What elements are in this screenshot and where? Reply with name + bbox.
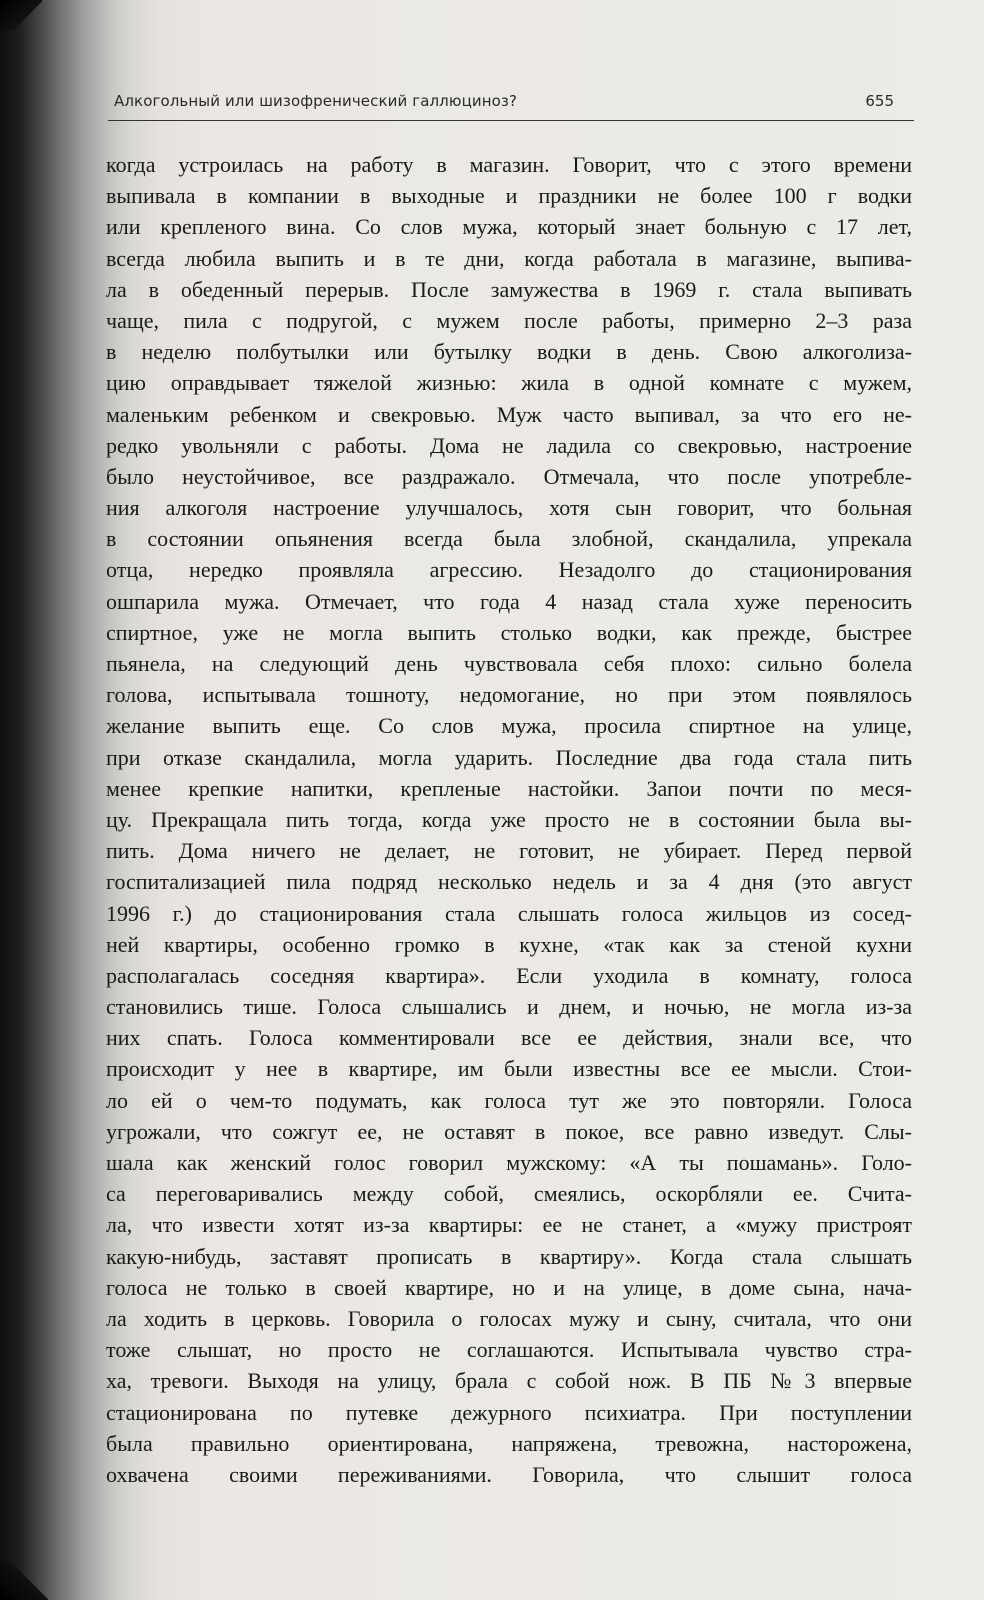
text-line: голова, испытывала тошноту, недомогание, но при этом появлялось [106, 682, 912, 708]
text-line: ла в обеденный перерыв. После замужества в 1969 г. стала выпивать [106, 276, 912, 302]
text-line: тоже слышат, но просто не соглашаются. Испытывала чувство стра- [106, 1337, 912, 1363]
body-text [106, 149, 912, 1490]
text-line: са переговаривались между собой, смеялись, оскорбляли ее. Счита- [106, 1181, 912, 1207]
text-line: спиртное, уже не могла выпить столько водки, как прежде, быстрее [106, 619, 912, 645]
page-number: 655 [865, 92, 894, 110]
text-line: ошпарила мужа. Отмечает, что года 4 назад стала хуже переносить [106, 588, 912, 614]
text-line: ла, что извести хотят из-за квартиры: ее не станет, а «мужу пристроят [106, 1212, 912, 1238]
text-line: охвачена своими переживаниями. Говорила, что слышит голоса [106, 1461, 912, 1487]
text-line: желание выпить еще. Со слов мужа, просила спиртное на улице, [106, 713, 912, 739]
spine-shadow-bottom [0, 1560, 48, 1600]
text-line: ней квартиры, особенно громко в кухне, «так как за стеной кухни [106, 931, 912, 957]
text-line: выпивала в компании в выходные и праздники не более 100 г водки [106, 183, 912, 209]
text-line: маленьким ребенком и свекровью. Муж часто выпивал, за что его не- [106, 401, 912, 427]
text-line: чаще, пила с подругой, с мужем после работы, примерно 2–3 раза [106, 307, 912, 333]
text-line: ния алкоголя настроение улучшалось, хотя сын говорит, что больная [106, 495, 912, 521]
spine-shadow-top [0, 0, 42, 30]
text-line: цу. Прекращала пить тогда, когда уже просто не в состоянии была вы- [106, 806, 912, 832]
text-line: голоса не только в своей квартире, но и на улице, в доме сына, нача- [106, 1274, 912, 1300]
text-line: 1996 г.) до стационирования стала слышать голоса жильцов из сосед- [106, 900, 912, 926]
text-line: шала как женский голос говорил мужскому: «А ты пошамань». Голо- [106, 1150, 912, 1175]
running-title: Алкогольный или шизофренический галлюциноз? [114, 92, 518, 110]
text-line: стационирована по путевке дежурного психиатра. При поступлении [106, 1399, 912, 1425]
text-line: госпитализацией пила подряд несколько недель и за 4 дня (это август [106, 869, 912, 895]
text-line: отца, нередко проявляла агрессию. Незадолго до стационирования [106, 557, 912, 583]
text-line: ло ей о чем-то подумать, как голоса тут же это повторяли. Голоса [106, 1087, 912, 1113]
running-header [108, 84, 914, 121]
text-line: цию оправдывает тяжелой жизнью: жила в одной комнате с мужем, [106, 370, 912, 396]
text-line: угрожали, что сожгут ее, не оставят в покое, все равно изведут. Слы- [106, 1118, 912, 1144]
text-line: ла ходить в церковь. Говорила о голосах мужу и сыну, считала, что они [106, 1305, 912, 1331]
text-line: всегда любила выпить и в те дни, когда работала в магазине, выпива- [106, 245, 912, 271]
text-line: менее крепкие напитки, крепленые настойки. Запои почти по меся- [106, 775, 912, 801]
text-line: происходит у нее в квартире, им были известны все ее мысли. Стои- [106, 1056, 912, 1082]
text-line: или крепленого вина. Со слов мужа, который знает больную с 17 лет, [106, 214, 912, 240]
text-line: них спать. Голоса комментировали все ее действия, знали все, что [106, 1025, 912, 1051]
text-line: какую-нибудь, заставят прописать в квартиру». Когда стала слышать [106, 1243, 912, 1269]
text-line: пить. Дома ничего не делает, не готовит, не убирает. Перед первой [106, 838, 912, 864]
text-line: при отказе скандалила, могла ударить. Последние два года стала пить [106, 744, 912, 770]
text-line: ха, тревоги. Выходя на улицу, брала с собой нож. В ПБ №3 впервые [106, 1368, 912, 1394]
text-line: в неделю полбутылки или бутылку водки в день. Свою алкоголиза- [106, 339, 912, 365]
text-line: когда устроилась на работу в магазин. Говорит, что с этого времени [106, 152, 912, 177]
text-line: располагалась соседняя квартира». Если уходила в комнату, голоса [106, 962, 912, 988]
text-line: в состоянии опьянения всегда была злобной, скандалила, упрекала [106, 526, 912, 552]
text-line: было неустойчивое, все раздражало. Отмечала, что после употребле- [106, 463, 912, 489]
text-line: была правильно ориентирована, напряжена, тревожна, насторожена, [106, 1430, 912, 1456]
text-line: редко увольняли с работы. Дома не ладила со свекровью, настроение [106, 432, 912, 458]
text-line: становились тише. Голоса слышались и днем, и ночью, не могла из-за [106, 994, 912, 1020]
text-line: пьянела, на следующий день чувствовала себя плохо: сильно болела [106, 651, 912, 676]
